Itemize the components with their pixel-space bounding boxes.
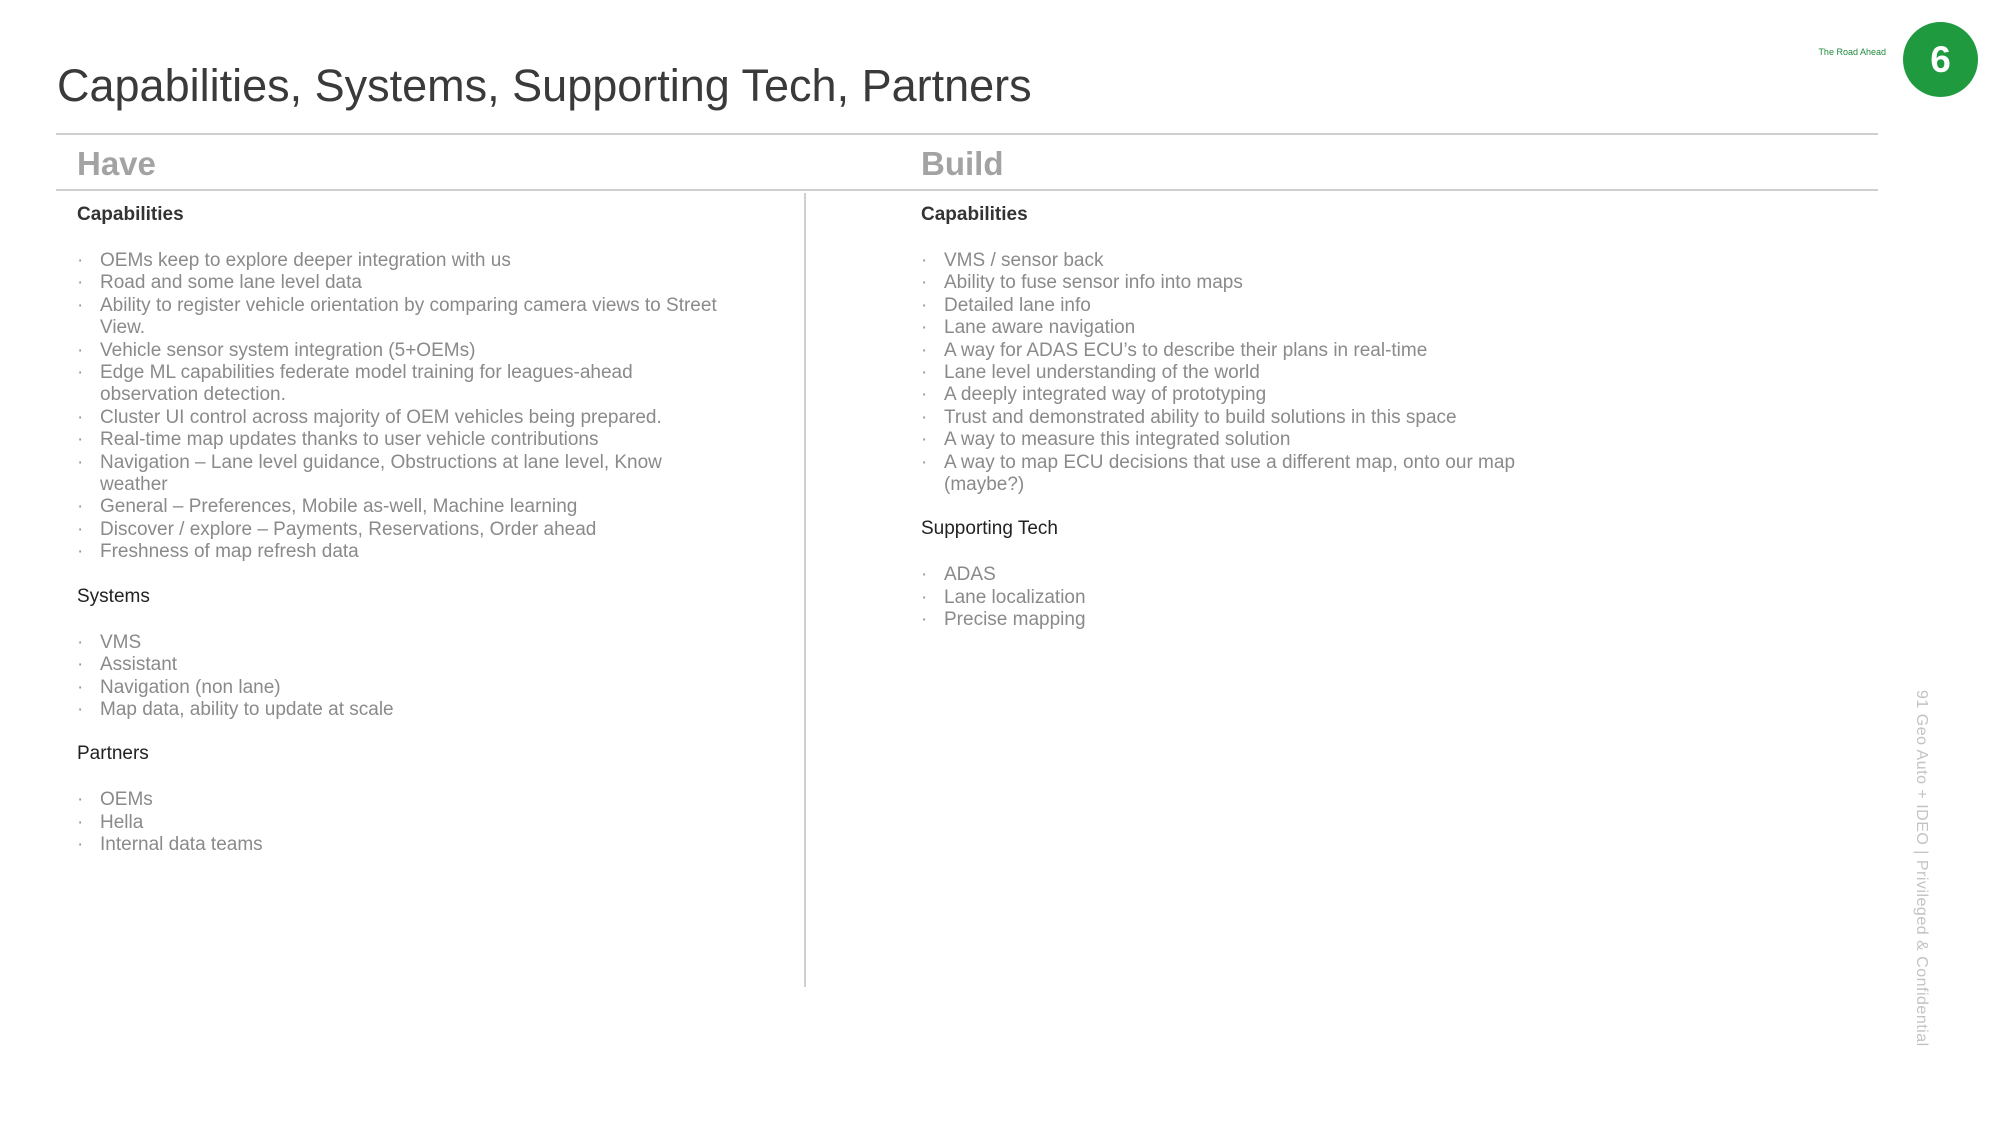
list-item: · A way for ADAS ECU’s to describe their plans in real-time — [921, 340, 1541, 362]
have-heading: Have — [77, 145, 156, 182]
list-item: · Lane level understanding of the world — [921, 362, 1541, 384]
list-item: · Lane aware navigation — [921, 317, 1541, 339]
brand-label: The Road Ahead — [1818, 47, 1886, 57]
list-item: · Navigation (non lane) — [77, 677, 717, 699]
header-rule — [56, 133, 1878, 135]
list-item: · A way to map ECU decisions that use a different map, onto our map (maybe?) — [921, 452, 1541, 497]
confidential-footer: 91 Geo Auto + IDEO | Privileged & Confidential — [1913, 690, 1930, 1047]
list-item: · A deeply integrated way of prototyping — [921, 384, 1541, 406]
have-column — [77, 202, 717, 877]
list-item: · Cluster UI control across majority of OEM vehicles being prepared. — [77, 407, 717, 429]
list-item: · ADAS — [921, 564, 1541, 586]
list-item: · Real-time map updates thanks to user vehicle contributions — [77, 429, 717, 451]
list-item: · Lane localization — [921, 587, 1541, 609]
build-capabilities-list — [921, 250, 1541, 496]
list-item: · Discover / explore – Payments, Reservations, Order ahead — [77, 519, 717, 541]
list-item: · Assistant — [77, 654, 717, 676]
list-item: · General – Preferences, Mobile as-well, Machine learning — [77, 496, 717, 518]
list-item: · Edge ML capabilities federate model training for leagues-ahead observation detection. — [77, 362, 717, 407]
list-item: · OEMs keep to explore deeper integration with us — [77, 250, 717, 272]
have-capabilities-title: Capabilities — [77, 204, 184, 225]
build-supporting-tech-list — [921, 564, 1541, 631]
list-item: · Ability to register vehicle orientation by comparing camera views to Street View. — [77, 295, 717, 340]
page-number-badge: 6 — [1903, 22, 1978, 97]
list-item: · Ability to fuse sensor info into maps — [921, 272, 1541, 294]
list-item: · Map data, ability to update at scale — [77, 699, 717, 721]
have-systems-list — [77, 632, 717, 722]
column-heading-rule — [56, 189, 1878, 191]
list-item: · Trust and demonstrated ability to build solutions in this space — [921, 407, 1541, 429]
build-supporting-tech-title: Supporting Tech — [921, 518, 1058, 540]
build-capabilities-title: Capabilities — [921, 204, 1028, 225]
list-item: · Hella — [77, 812, 717, 834]
list-item: · OEMs — [77, 789, 717, 811]
have-capabilities-list — [77, 250, 717, 564]
list-item: · Internal data teams — [77, 834, 717, 856]
build-heading: Build — [921, 145, 1004, 182]
list-item: · Precise mapping — [921, 609, 1541, 631]
column-divider — [804, 193, 806, 987]
page-title: Capabilities, Systems, Supporting Tech, Partners — [57, 60, 1032, 111]
build-column — [921, 202, 1541, 652]
list-item: · A way to measure this integrated solution — [921, 429, 1541, 451]
have-systems-title: Systems — [77, 585, 150, 607]
have-partners-title: Partners — [77, 743, 149, 765]
list-item: · VMS — [77, 632, 717, 654]
have-partners-list — [77, 789, 717, 856]
list-item: · Road and some lane level data — [77, 272, 717, 294]
list-item: · Vehicle sensor system integration (5+OEMs) — [77, 340, 717, 362]
list-item: · Navigation – Lane level guidance, Obstructions at lane level, Know weather — [77, 452, 717, 497]
list-item: · Freshness of map refresh data — [77, 541, 717, 563]
list-item: · Detailed lane info — [921, 295, 1541, 317]
list-item: · VMS / sensor back — [921, 250, 1541, 272]
